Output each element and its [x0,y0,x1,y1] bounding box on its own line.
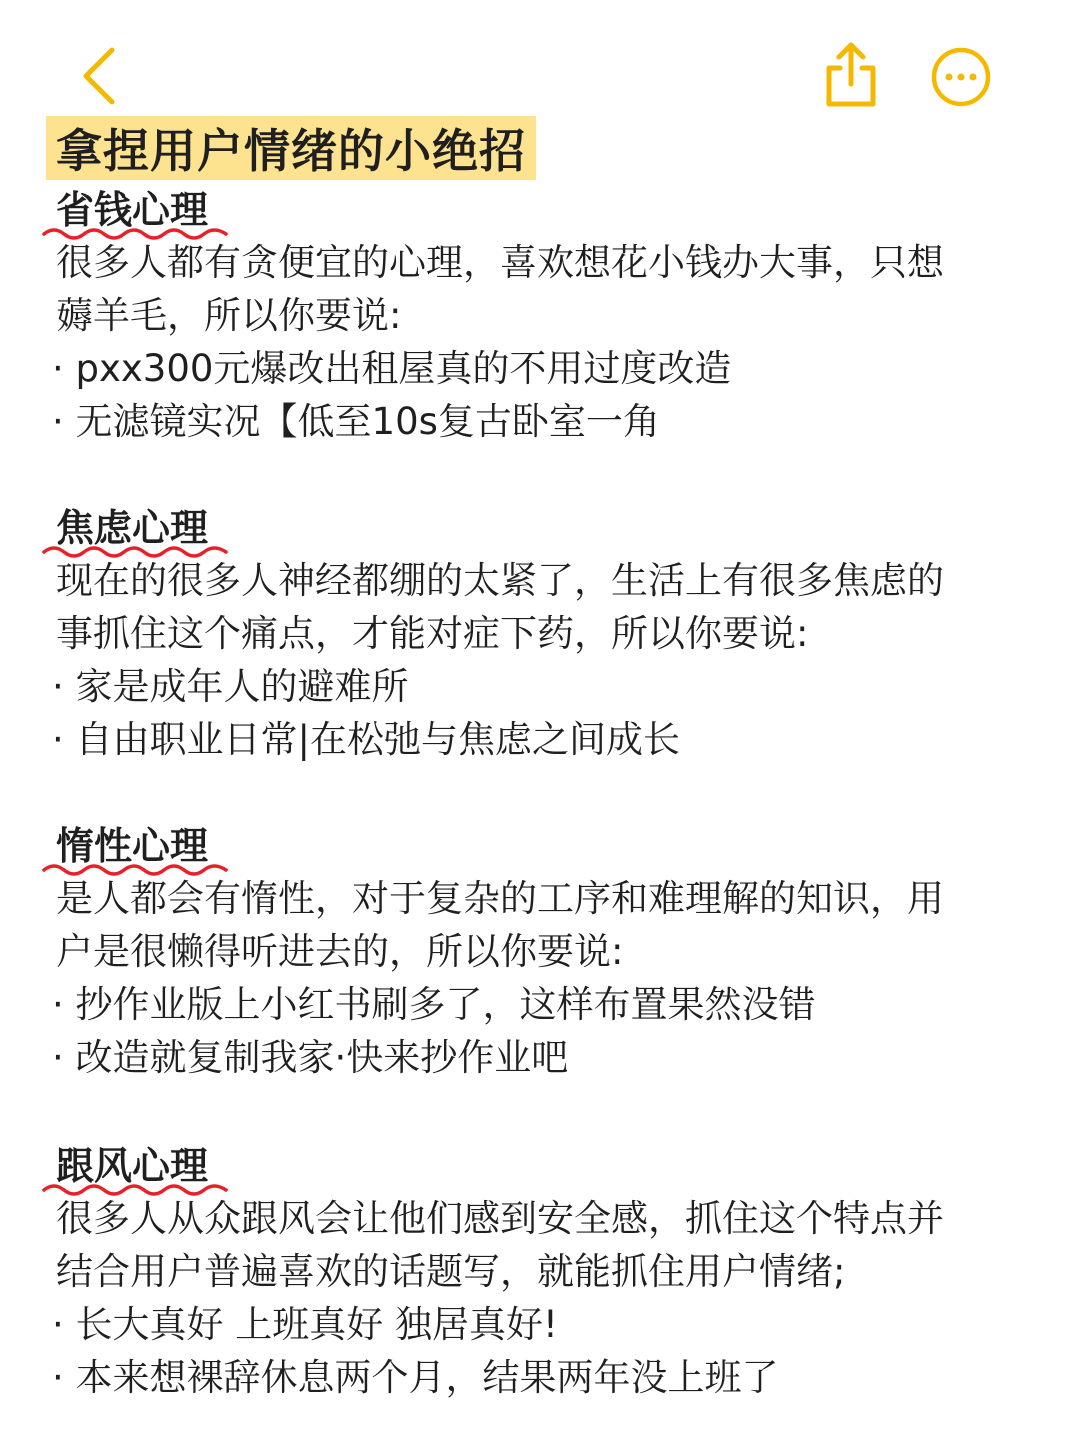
bullet-item: · 家是成年人的避难所 [52,665,409,708]
section-following-trend [52,1140,1016,1404]
section-text-line: 现在的很多人神经都绷的太紧了，生活上有很多焦虑的 [56,559,944,602]
more-horizontal-icon [928,44,994,110]
section-heading: 省钱心理 [56,188,209,232]
bullet-item: · 改造就复制我家·快来抄作业吧 [52,1036,569,1079]
title-highlight [46,116,536,180]
section-text-line: 结合用户普遍喜欢的话题写，就能抓住用户情绪; [56,1250,846,1293]
section-heading-wrap [56,820,208,872]
back-button[interactable] [72,44,132,108]
section-text-line: 是人都会有惰性，对于复杂的工序和难理解的知识，用 [56,877,944,920]
section-saving-money [52,184,1016,448]
section-text-line: 事抓住这个痛点，才能对症下药，所以你要说: [56,612,809,655]
section-text-line: 薅羊毛，所以你要说: [56,294,402,337]
section-heading-wrap [56,1140,208,1192]
section-heading: 焦虑心理 [56,506,209,550]
page-title: 拿捏用户情绪的小绝招 [56,124,526,178]
section-heading-wrap [56,502,208,554]
more-button[interactable] [928,44,994,110]
squiggle-underline-icon [42,542,228,560]
section-text-line: 很多人都有贪便宜的心理，喜欢想花小钱办大事，只想 [56,241,944,284]
chevron-left-icon [72,44,132,108]
squiggle-underline-icon [42,224,228,242]
section-text-line: 很多人从众跟风会让他们感到安全感，抓住这个特点并 [56,1197,944,1240]
section-anxiety [52,502,1016,766]
bullet-item: · 本来想裸辞休息两个月，结果两年没上班了 [52,1356,779,1399]
squiggle-underline-icon [42,860,228,878]
bullet-item: · 抄作业版上小红书刷多了，这样布置果然没错 [52,983,816,1026]
section-heading-wrap [56,184,208,236]
bullet-item: · 自由职业日常|在松弛与焦虑之间成长 [52,718,680,761]
bullet-item: · 长大真好 上班真好 独居真好! [52,1303,558,1346]
top-bar [0,0,1080,110]
bullet-item: · pxx300元爆改出租屋真的不用过度改造 [52,347,732,390]
share-button[interactable] [820,40,882,110]
section-heading: 惰性心理 [56,824,209,868]
bullet-item: · 无滤镜实况【低至10s复古卧室一角 [52,400,660,443]
squiggle-underline-icon [42,1180,228,1198]
section-heading: 跟风心理 [56,1144,209,1188]
section-text-line: 户是很懒得听进去的，所以你要说: [56,930,624,973]
share-icon [820,40,882,110]
section-laziness [52,820,1016,1084]
